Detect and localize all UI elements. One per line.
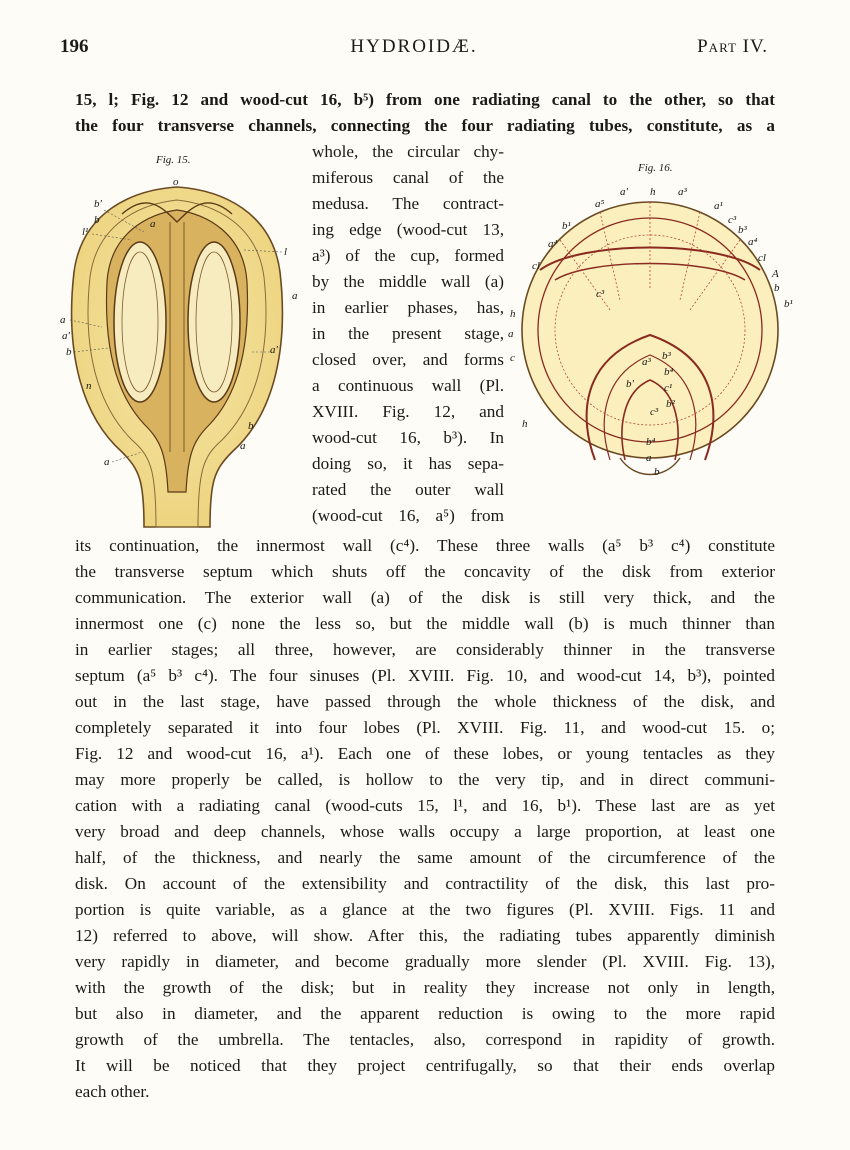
text-line: septum (a⁵ b³ c⁴). The four sinuses (Pl. XVIII. Fig. 10, and wood-cut 14, b³), pointed xyxy=(75,666,775,685)
running-title: HYDROIDÆ. xyxy=(350,36,478,57)
text-line: XVIII. Fig. 12, and xyxy=(312,402,504,421)
text-line: a continuous wall (Pl. xyxy=(312,376,504,395)
figure-15-letter: a xyxy=(104,456,110,468)
text-line: cation with a radiating canal (wood-cuts 15, l¹, and 16, b¹). These last are as yet xyxy=(75,796,775,815)
text-line: 12) referred to above, will show. After this, the radiating tubes apparently diminish xyxy=(75,926,775,945)
figure-15-letter: b xyxy=(94,214,100,226)
figure-16-letter: b' xyxy=(626,378,634,390)
figure-15-letter: n xyxy=(86,380,92,392)
text-line: very rapidly in diameter, and become gradually more slender (Pl. XVIII. Fig. 13), xyxy=(75,952,775,971)
text-line: out in the last stage, have passed through the whole thickness of the disk, and xyxy=(75,692,775,711)
figure-15-letter: a xyxy=(60,314,66,326)
text-line: doing so, it has sepa- xyxy=(312,454,504,473)
figure-15-letter: b xyxy=(248,420,254,432)
text-line: in the present stage, xyxy=(312,324,504,343)
figure-16-letter: h xyxy=(522,418,528,430)
text-line: medusa. The contract- xyxy=(312,194,504,213)
figure-15-letter: b xyxy=(66,346,72,358)
figure-16-letter: h xyxy=(510,308,516,320)
text-line: each other. xyxy=(75,1082,150,1101)
text-line: portion is quite variable, as a glance at the two figures (Pl. XVIII. Figs. 11 and xyxy=(75,900,775,919)
text-line: Fig. 12 and wood-cut 16, a¹). Each one of these lobes, or young tentacles as they xyxy=(75,744,775,763)
text-line: It will be noticed that they project centrifugally, so that their ends overlap xyxy=(75,1056,775,1075)
text-line: innermost one (c) none the less so, but the middle wall (b) is much thinner than xyxy=(75,614,775,633)
figure-16-letter: b³ xyxy=(738,224,747,236)
text-line: its continuation, the innermost wall (c⁴). These three walls (a⁵ b³ c⁴) constitute xyxy=(75,536,775,555)
text-line: in earlier stages; all three, however, are considerably thinner in the transverse xyxy=(75,640,775,659)
figure-16-letter: b xyxy=(774,282,780,294)
figure-15-label: Fig. 15. xyxy=(156,154,191,166)
figure-16-letter: b³ xyxy=(662,350,671,362)
figure-16-letter: b⁴ xyxy=(646,436,656,448)
part-label: Part IV. xyxy=(697,36,768,57)
text-line: half, of the thickness, and nearly the same amount of the circumference of the xyxy=(75,848,775,867)
figure-16-letter: a⁴ xyxy=(548,238,558,250)
figure-15-letter: l xyxy=(284,246,288,258)
figure-15-letter: a xyxy=(150,218,156,230)
figure-16-letter: cl xyxy=(532,260,540,272)
figure-16-letter: a xyxy=(646,452,652,464)
figure-16-letter: c xyxy=(510,352,515,364)
figure-16-letter: c³ xyxy=(596,288,605,300)
text-line: whole, the circular chy- xyxy=(312,142,504,161)
text-line: the four transverse channels, connecting the four radiating tubes, constitute, as a xyxy=(75,116,775,135)
figure-16-letter: a¹ xyxy=(714,200,723,212)
figure-16 xyxy=(500,160,800,495)
text-line: miferous canal of the xyxy=(312,168,504,187)
figure-16-letter: c³ xyxy=(650,406,659,418)
text-line: closed over, and forms xyxy=(312,350,504,369)
figure-16-letter: a³ xyxy=(678,186,687,198)
text-line: but also in diameter, and the apparent reduction is owing to the more rapid xyxy=(75,1004,775,1023)
text-line: by the middle wall (a) xyxy=(312,272,504,291)
figure-15-letter: a xyxy=(240,440,246,452)
text-line: the transverse septum which shuts off the concavity of the disk from exterior xyxy=(75,562,775,581)
figure-16-letter: c³ xyxy=(728,214,737,226)
figure-16-letter: c¹ xyxy=(664,382,673,394)
figure-15-drawing xyxy=(52,152,302,532)
text-line: (wood-cut 16, a⁵) from xyxy=(312,506,504,525)
figure-15-letter: l¹ xyxy=(82,226,89,238)
text-line: rated the outer wall xyxy=(312,480,504,499)
figure-16-letter: b¹ xyxy=(562,220,571,232)
figure-16-letter: h xyxy=(650,186,656,198)
text-line: with the growth of the disk; but in reality they increase not only in length, xyxy=(75,978,775,997)
figure-15-letter: a xyxy=(292,290,298,302)
figure-15 xyxy=(52,152,302,532)
figure-16-letter: a⁴ xyxy=(748,236,758,248)
text-line: ing edge (wood-cut 13, xyxy=(312,220,504,239)
figure-16-letter: a⁵ xyxy=(595,198,605,210)
text-line: completely separated it into four lobes (Pl. XVIII. Fig. 11, and wood-cut 15. o; xyxy=(75,718,775,737)
text-line: in earlier phases, has, xyxy=(312,298,504,317)
figure-16-letter: b⁴ xyxy=(664,366,674,378)
figure-16-letter: A xyxy=(772,268,779,280)
figure-15-letter: o xyxy=(173,176,179,188)
text-line: very broad and deep channels, whose walls occupy a large proportion, at least one xyxy=(75,822,775,841)
figure-16-letter: b² xyxy=(666,398,675,410)
page-number: 196 xyxy=(60,36,89,57)
figure-16-letter: b xyxy=(654,466,660,478)
text-line: communication. The exterior wall (a) of the disk is still very thick, and the xyxy=(75,588,775,607)
figure-16-letter: cl xyxy=(758,252,766,264)
figure-15-letter: b' xyxy=(94,198,102,210)
figure-16-letter: a xyxy=(508,328,514,340)
text-line: a³) of the cup, formed xyxy=(312,246,504,265)
figure-15-letter: a' xyxy=(62,330,70,342)
figure-16-letter: a³ xyxy=(642,356,651,368)
figure-16-letter: b¹ xyxy=(784,298,793,310)
text-line: wood-cut 16, b³). In xyxy=(312,428,504,447)
figure-16-label: Fig. 16. xyxy=(638,162,673,174)
page-header xyxy=(60,36,768,62)
figure-15-letter: a' xyxy=(270,344,278,356)
text-line: disk. On account of the extensibility and contractility of the disk, this last pro- xyxy=(75,874,775,893)
text-line: may more properly be called, is hollow to the very tip, and in direct communi- xyxy=(75,770,775,789)
text-line: 15, l; Fig. 12 and wood-cut 16, b⁵) from one radiating canal to the other, so that xyxy=(75,90,775,109)
figure-16-letter: a' xyxy=(620,186,628,198)
text-line: growth of the umbrella. The tentacles, also, correspond in rapidity of growth. xyxy=(75,1030,775,1049)
